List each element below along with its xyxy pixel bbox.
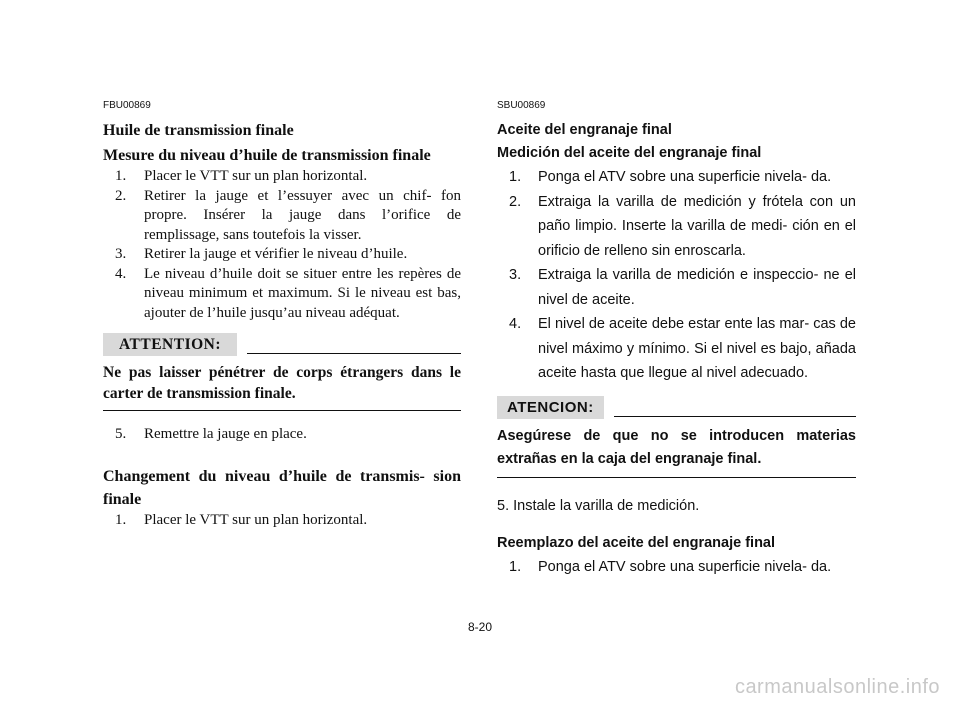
list-item: 4. El nivel de aceite debe estar ente las mar- cas de nivel máximo y mínimo. Si el nivel es bajo, añada aceite hasta que llegue al nivel adecuado. [509,316,856,381]
list-item: 2. Extraiga la varilla de medición y frótela con un paño limpio. Inserte la varilla de medi- ción en el orificio de relleno sin enroscarla. [509,193,856,259]
section-subtitle: Mesure du niveau d’huile de transmission finale [103,147,431,164]
french-column [103,100,461,530]
list-item: 1. Placer le VTT sur un plan horizontal. [115,168,368,184]
page-number: 8-20 [467,620,493,634]
spanish-column [497,100,856,580]
list-item: 3. Retirer la jauge et vérifier le niveau d’huile. [115,246,408,262]
list-item: 1. Ponga el ATV sobre una superficie nivela- da. [509,169,832,185]
list-item: 2. Retirer la jauge et l’essuyer avec un chif- fon propre. Insérer la jauge dans l’orifice de remplissage, sans toutefois la visser. [115,187,461,243]
section-title: Aceite del engranaje final [497,122,672,138]
attention-rule [614,415,856,417]
attention-header [103,333,461,356]
steps-list [103,167,461,323]
section-title: Huile de transmission finale [103,122,294,139]
section-subtitle: Medición del aceite del engranaje final [497,145,762,161]
steps-list-continued [103,425,461,445]
section-code: SBU00869 [497,100,546,111]
section-subtitle: Reemplazo del aceite del engranaje final [497,535,776,551]
list-item: 1. Ponga el ATV sobre una superficie nivela- da. [509,559,832,575]
list-item: 1. Placer le VTT sur un plan horizontal. [115,511,368,528]
attention-rule [247,352,461,354]
list-item: 3. Extraiga la varilla de medición e inspeccio- ne el nivel de aceite. [509,267,856,308]
list-item: 5. Remettre la jauge en place. [115,426,307,442]
steps-list [497,165,856,386]
attention-text: Ne pas laisser pénétrer de corps étrangers dans le carter de transmission finale. [103,362,461,411]
step-five: 5. Instale la varilla de medición. [497,497,700,514]
attention-label: ATTENTION: [103,333,237,356]
attention-label: ATENCION: [497,396,604,419]
attention-text: Asegúrese de que no se introducen materias extrañas en la caja del engranaje final. [497,425,856,478]
watermark: carmanualsonline.info [734,676,940,698]
steps-list [103,511,461,531]
attention-header [497,396,856,419]
section-subtitle: Changement du niveau d’huile de transmis- sion finale [103,467,461,508]
list-item: 4. Le niveau d’huile doit se situer entre les repères de niveau minimum et maximum. Si le niveau est bas, ajouter de l’huile jusqu’au niveau adéquat. [115,265,461,321]
section-code: FBU00869 [103,100,151,111]
steps-list [497,555,856,580]
